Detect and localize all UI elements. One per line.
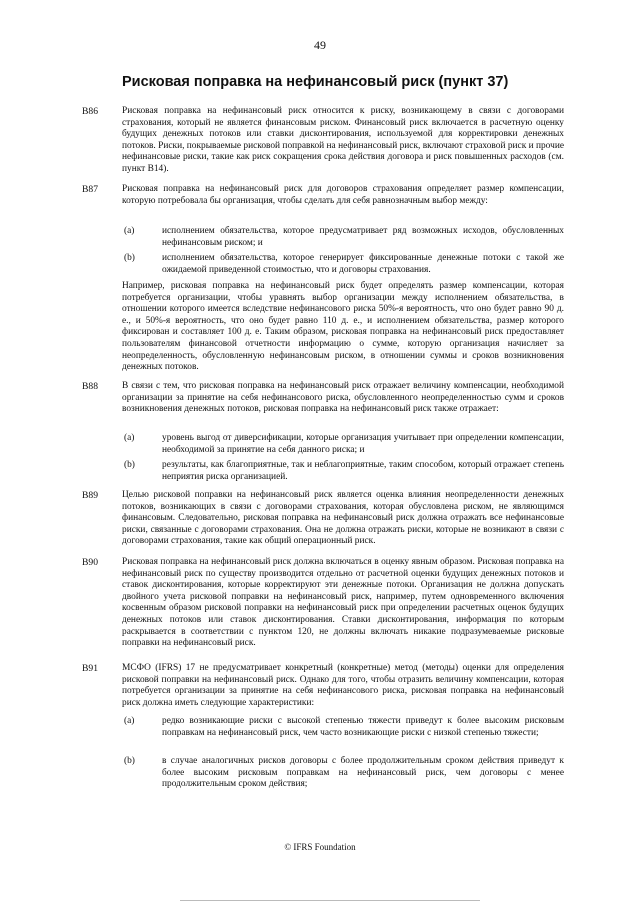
paragraph-text: Целью рисковой поправки на нефинансовый риск является оценка влияния неопределенности денежных потоков, возникающих в связи с договорами страхования, которая обусловлена риском, не являющимся финансовым. Следовательно, рисковая поправка на нефинансовый риск должна отражать все нефинансовые риски, связанные с договорами страхования. Она не должна отражать риски, которые не возникают в связи с договорами страхования, такие как общий операционный риск. <box>122 490 564 547</box>
list-item-text: исполнением обязательства, которое генерирует фиксированные денежные потоки с такой же ожидаемой приведенной стоимостью, что и договоры страхования. <box>162 253 564 275</box>
paragraph-id: B90 <box>82 557 98 568</box>
list-item-text: исполнением обязательства, которое предусматривает ряд возможных исходов, обусловленных нефинансовым риском; и <box>162 226 564 248</box>
footer-copyright: © IFRS Foundation <box>284 842 356 852</box>
paragraph-text: Рисковая поправка на нефинансовый риск для договоров страхования определяет размер компенсации, которую потребовала бы организация, чтобы сделать для себя равнозначным выбор между: <box>122 184 564 206</box>
paragraph-id: B86 <box>82 106 98 117</box>
paragraph-id: B87 <box>82 184 98 195</box>
list-item-label: (b) <box>124 756 135 766</box>
list-item-text: в случае аналогичных рисков договоры с более продолжительным сроком действия приведут к более высоким рисковым поправкам на нефинансовый риск, чем договоры с менее продолжительным сроком действия; <box>162 756 564 790</box>
paragraph-text: В связи с тем, что рисковая поправка на нефинансовый риск отражает величину компенсации, необходимой организации за принятие на себя нефинансового риска, обусловленного неопределенностью сумм и сроков возникновения денежных потоков, рисковая поправка на нефинансовый риск также отражает: <box>122 381 564 415</box>
paragraph-text: Рисковая поправка на нефинансовый риск относится к риску, возникающему в связи с договорами страхования, который не является финансовым риском. Финансовый риск включается в расчетную оценку будущих денежных потоков или ставки дисконтирования, используемой для корректировки денежных потоков. Риски, покрываемые рисковой поправкой на нефинансовый риск, включают страховой риск и прочие нефинансовые риски, такие как риск сокращения срока действия договора и риск повышенных расходов (см. пункт B14). <box>122 106 565 174</box>
scan-edge-line <box>180 900 480 901</box>
list-item-text: редко возникающие риски с высокой степенью тяжести приведут к более высоким рисковым поправкам на нефинансовый риск, чем часто возникающие риски с низкой степенью тяжести; <box>162 716 564 738</box>
list-item-text: результаты, как благоприятные, так и неблагоприятные, таким способом, который отражает степень неприятия риска организацией. <box>162 460 564 482</box>
section-title: Рисковая поправка на нефинансовый риск (пункт 37) <box>122 74 509 90</box>
paragraph-id: B89 <box>82 490 98 501</box>
list-item-label: (b) <box>124 460 135 470</box>
list-item-label: (a) <box>124 716 135 726</box>
list-item-label: (b) <box>124 253 135 263</box>
page-number: 49 <box>314 38 326 52</box>
list-item-text: уровень выгод от диверсификации, которые организация учитывает при определении компенсации, необходимой за принятие на себя данного риска; и <box>162 433 564 455</box>
list-item-label: (a) <box>124 433 135 443</box>
paragraph-text: Например, рисковая поправка на нефинансовый риск будет определять размер компенсации, которая потребуется организации, чтобы уравнять выбор организации между исполнением обязательства, в отношении которого имеется вследствие нефинансового риска 50%-я вероятность, что оно будет равно 90 д. е., и 50%-я вероятность, что оно будет равно 110 д. е., и исполнением обязательства, размер которого фиксирован и составляет 100 д. е. Таким образом, рисковая поправка на нефинансовый риск предоставляет пользователям финансовой отчетности информацию о сумме, которую организация начисляет за неопределенность, обусловленную нефинансовым риском, в отношении суммы и сроков возникновения денежных потоков. <box>122 281 564 373</box>
paragraph-text: МСФО (IFRS) 17 не предусматривает конкретный (конкретные) метод (методы) оценки для определения рисковой поправки на нефинансовый риск. Однако для того, чтобы отразить величину компенсации, которая потребуется организации за принятие на себя нефинансового риска, рисковая поправка на нефинансовый риск должна иметь следующие характеристики: <box>122 663 564 708</box>
paragraph-id: B88 <box>82 381 98 392</box>
paragraph-text: Рисковая поправка на нефинансовый риск должна включаться в оценку явным образом. Рисковая поправка на нефинансовый риск по существу производится отдельно от расчетной оценки будущих денежных потоков и ставок дисконтирования, которые корректируют эти денежные потоки. Организация не должна допускать двойного учета рисковой поправки на нефинансовый риск, например, путем одновременного включения косвенным образом рисковой поправки на нефинансовый риск при определении расчетных оценок будущих денежных потоков или ставок дисконтирования. Ставки дисконтирования, информация по которым раскрывается в соответствии с пунктом 120, не должны включать никакие подразумеваемые рисковые поправки на нефинансовый риск. <box>122 557 564 649</box>
paragraph-id: B91 <box>82 663 98 674</box>
list-item-label: (a) <box>124 226 135 236</box>
